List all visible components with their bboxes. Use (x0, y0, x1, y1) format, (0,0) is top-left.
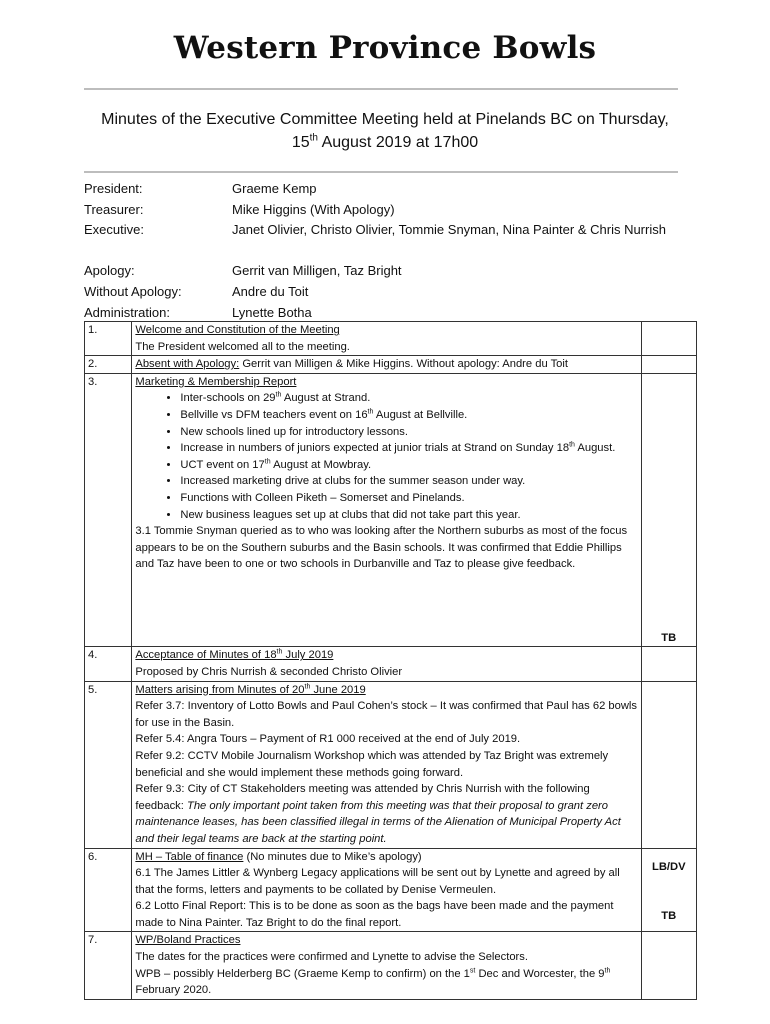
item-body (132, 647, 641, 681)
document-title: Western Province Bowls (173, 30, 597, 66)
action-initials: TB (661, 910, 677, 923)
item-text: WPB – possibly Helderberg BC (Graeme Kemp to confirm) on the 1 (135, 967, 470, 980)
heading-text: Acceptance of Minutes of 18 (135, 649, 277, 662)
item-heading: WP/Boland Practices (135, 934, 241, 947)
item-text: February 2020. (135, 984, 212, 997)
list-item (180, 407, 637, 424)
item-heading (135, 684, 365, 696)
attendance-list (84, 179, 672, 323)
subtitle-day: 15 (291, 134, 310, 151)
item-text: Gerrit van Milligen & Mike Higgins. Without apology: Andre du Toit (239, 358, 568, 371)
bullet-list (135, 390, 637, 523)
bullet-sup: th (367, 408, 374, 416)
table-row (85, 848, 697, 932)
bullet-text: August at Bellville. (373, 408, 468, 421)
bullet-sup: th (275, 391, 282, 399)
item-heading (135, 649, 333, 661)
heading-text: July 2019 (282, 649, 334, 662)
item-action (641, 356, 696, 374)
item-number: 4. (85, 647, 132, 681)
item-text: 6.2 Lotto Final Report: This is to be done as soon as the bags have been made and the payment made to Nina Painter. Taz Bright to do the final report. (135, 900, 614, 929)
item-number: 6. (85, 848, 132, 932)
item-heading: MH – Table of finance (135, 850, 244, 863)
table-row (85, 647, 697, 681)
item-body (132, 356, 641, 374)
item-text: Refer 9.2: CCTV Mobile Journalism Workshop which was attended by Taz Bright was extremely beneficial and she would implement these methods going forward. (135, 749, 609, 779)
item-body (132, 322, 641, 356)
attendance-value: Andre du Toit (232, 284, 309, 300)
heading-text: Matters arising from Minutes of 20 (135, 683, 305, 696)
bullet-text: Inter-schools on 29 (180, 392, 276, 405)
subtitle-line1: Minutes of the Executive Committee Meeting held at Pinelands BC on Thursday, (101, 111, 669, 128)
attendance-value: Lynette Botha (232, 304, 312, 320)
item-text: 6.1 The James Littler & Wynberg Legacy applications will be sent out by Lynette and agreed by all that the forms, letters and payments to be collated by Denise Vermeulen. (135, 867, 620, 896)
item-action (641, 932, 696, 999)
bullet-text: UCT event on 17 (180, 458, 265, 471)
list-item: • New business leagues set up at clubs that did not take part this year. (180, 507, 637, 524)
bullet-text: Bellville vs DFM teachers event on 16 (180, 408, 368, 421)
item-text-italic: The only important point taken from this meeting was that their proposal to grant zero maintenance leases, has been classified illegal in terms of the Alienation of Municipal Property Act and their legal teams are back at the starting point. (135, 799, 621, 845)
attendance-row (84, 282, 672, 303)
subtitle-sup: th (309, 132, 318, 144)
attendance-label: Without Apology: (84, 284, 182, 300)
bullet-sup: th (569, 441, 575, 449)
attendance-row (84, 179, 672, 200)
attendance-value: Graeme Kemp (232, 181, 317, 196)
heading-text: June 2019 (310, 683, 366, 696)
attendance-label: President: (84, 181, 143, 196)
list-item (180, 457, 637, 474)
title-divider (84, 88, 678, 90)
item-heading: Marketing & Membership Report (135, 375, 297, 388)
bullet-text: August at Mowbray. (270, 458, 372, 471)
item-action (641, 647, 696, 681)
attendance-value: Mike Higgins (With Apology) (232, 201, 395, 217)
item-sup: st (469, 966, 476, 974)
bullet-text: Increase in numbers of juniors expected at junior trials at Strand on Sunday 18 (180, 442, 570, 455)
item-text: The dates for the practices were confirmed and Lynette to advise the Selectors. (135, 951, 528, 964)
item-heading-note: (No minutes due to Mike’s apology) (243, 850, 422, 863)
table-row (85, 356, 697, 374)
bullet-text: August at Strand. (281, 392, 371, 405)
item-text: Refer 9.3: City of CT Stakeholders meeting was attended by Chris Nurrish with the following feedback: (135, 783, 590, 812)
bullet-text: August. (574, 442, 616, 455)
list-item (180, 390, 637, 407)
attendance-row (84, 261, 672, 282)
list-item (180, 440, 637, 457)
item-number: 2. (85, 356, 132, 374)
item-action (641, 322, 696, 356)
list-item: • Increased marketing drive at clubs for the summer season under way. (180, 473, 637, 490)
item-text: Proposed by Chris Nurrish & seconded Christo Olivier (135, 665, 403, 678)
bullet-sup: th (264, 458, 271, 466)
attendance-label: Administration: (84, 304, 170, 320)
item-heading: Welcome and Constitution of the Meeting (135, 324, 340, 336)
item-sup: th (604, 966, 611, 974)
item-body (132, 932, 641, 999)
item-body (132, 373, 641, 647)
item-text: The President welcomed all to the meeting. (135, 340, 350, 353)
item-action (641, 848, 696, 932)
item-number: 5. (85, 681, 132, 848)
table-row (85, 681, 697, 848)
attendance-label: Treasurer: (84, 201, 144, 217)
subtitle-divider (84, 171, 678, 173)
attendance-label: Apology: (84, 263, 135, 279)
attendance-row (84, 200, 672, 221)
table-row (85, 932, 697, 999)
item-number: 7. (85, 932, 132, 999)
meeting-subtitle (60, 108, 710, 154)
subtitle-rest: August 2019 at 17h00 (318, 134, 479, 151)
attendance-value: Gerrit van Milligen, Taz Bright (232, 263, 402, 279)
table-row (85, 322, 697, 356)
item-text: 3.1 Tommie Snyman queried as to who was looking after the Northern suburbs as most of the focus appears to be on the Southern suburbs and the Basin schools. It was confirmed that Eddie Phillips and Taz have been to one or two schools in Durbanville and Taz to please give feedback. (135, 525, 628, 571)
item-action: TB (641, 373, 696, 647)
item-number: 1. (85, 322, 132, 356)
action-initials: LB/DV (651, 860, 686, 873)
table-row (85, 373, 697, 647)
item-heading: Absent with Apology: (135, 358, 240, 371)
heading-sup: th (276, 648, 283, 656)
minutes-table (84, 321, 697, 1000)
item-text: Dec and Worcester, the 9 (475, 967, 605, 980)
item-number: 3. (85, 373, 132, 647)
heading-sup: th (304, 682, 311, 690)
list-item: • Functions with Colleen Piketh – Somerset and Pinelands. (180, 490, 637, 507)
item-text: Refer 3.7: Inventory of Lotto Bowls and Paul Cohen’s stock – It was confirmed that Paul has 62 bowls for use in the Basin. (135, 700, 638, 729)
attendance-value: Janet Olivier, Christo Olivier, Tommie Snyman, Nina Painter & Chris Nurrish (232, 222, 666, 238)
attendance-row (84, 220, 672, 261)
item-body (132, 681, 641, 848)
item-text: Refer 5.4: Angra Tours – Payment of R1 000 received at the end of July 2019. (135, 733, 521, 746)
list-item: • New schools lined up for introductory lessons. (180, 424, 637, 441)
attendance-label: Executive: (84, 222, 144, 238)
item-action (641, 681, 696, 848)
item-body (132, 848, 641, 932)
